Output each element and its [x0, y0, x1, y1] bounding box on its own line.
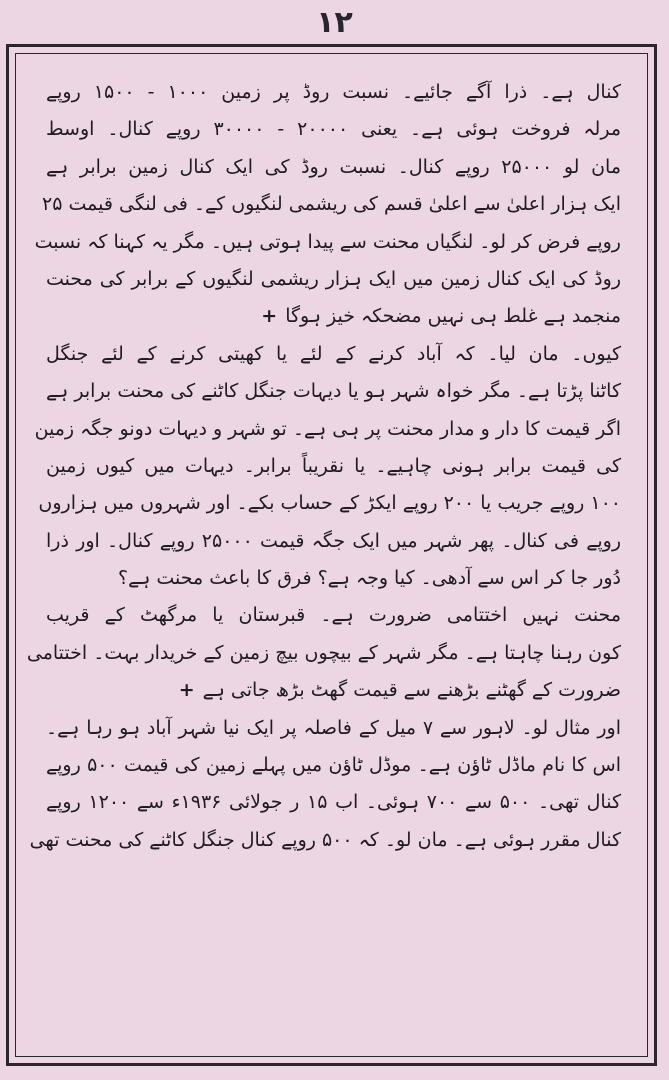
text-line-content: مرلہ فروخت ہوئی ہے۔ یعنی ۲۰۰۰۰ - ۳۰۰۰۰ روپے کنال۔ اوسط [46, 118, 622, 141]
text-line-content: ایک ہزار اعلیٰ سے اعلیٰ قسم کی ریشمی لنگیوں کے۔ فی لنگی قیمت ۲۵ [42, 193, 621, 216]
text-line-content: روپے فرض کر لو۔ لنگیاں محنت سے پیدا ہوتی ہیں۔ مگر یہ کہنا کہ نسبت [34, 230, 621, 253]
page-inner-border [15, 53, 648, 1057]
text-line [46, 784, 621, 821]
text-line [46, 111, 621, 148]
text-line [26, 635, 621, 672]
text-line-content: اور مثال لو۔ لاہور سے ۷ میل کے فاصلہ پر ایک نیا شہر آباد ہو رہا ہے۔ [46, 716, 621, 739]
text-line [29, 822, 621, 859]
text-line-content: روڈ کی ایک کنال زمین میں ایک ہزار ریشمی لنگیوں کے برابر کی محنت [46, 267, 621, 290]
text-line-content: کنال مقرر ہوئی ہے۔ مان لو۔ کہ ۵۰۰ روپے کنال جنگل کاٹنے کی محنت تھی [29, 828, 621, 851]
text-line-content: ضرورت کے گھٹنے بڑھنے سے قیمت گھٹ بڑھ جاتی ہے [202, 679, 621, 702]
text-line-content: کاٹنا پڑتا ہے۔ مگر خواہ شہر ہو یا دیہات جنگل کاٹنے کی محنت برابر ہے [46, 380, 621, 403]
text-line [46, 710, 621, 747]
text-line-content: کنال ہے۔ ذرا آگے جائیے۔ نسبت روڈ پر زمین ۱۰۰۰ - ۱۵۰۰ روپے [46, 81, 622, 103]
text-line-content: اس کا نام ماڈل ٹاؤن ہے۔ موڈل ٹاؤن میں پہلے زمین کی قیمت ۵۰۰ روپے [46, 754, 621, 777]
paragraph-end-mark: + [178, 679, 195, 702]
text-line [46, 597, 621, 634]
text-line [46, 448, 621, 485]
text-line [34, 411, 621, 448]
text-line-content: مان لو ۲۵۰۰۰ روپے کنال۔ نسبت روڈ کی ایک کنال زمین برابر ہے [46, 155, 621, 178]
text-line [46, 672, 621, 709]
text-line-content: منجمد ہے غلط ہی نہیں مضحکہ خیز ہوگا [285, 305, 621, 328]
text-line [46, 747, 621, 784]
page-text [26, 74, 622, 1042]
text-line-content: اگر قیمت کا دار و مدار محنت پر ہی ہے۔ تو شہر و دیہات دونو جگہ زمین [34, 417, 621, 440]
text-line [46, 523, 621, 560]
text-line [38, 485, 621, 522]
text-line-content: کون رہنا چاہتا ہے۔ مگر شہر کے بیچوں بیچ زمین کے خریدار بہت۔ اختتامی [26, 641, 621, 664]
text-line-content: روپے فی کنال۔ پھر شہر میں ایک جگہ قیمت ۲۵۰۰۰ روپے کنال۔ اور ذرا [46, 529, 621, 552]
page-border [6, 44, 657, 1066]
text-line [46, 74, 621, 111]
text-line [46, 261, 621, 298]
text-line-content: دُور جا کر اس سے آدھی۔ کیا وجہ ہے؟ فرق کا باعث محنت ہے؟ [117, 567, 621, 590]
text-line [46, 149, 621, 186]
text-line [46, 298, 621, 335]
text-line [34, 224, 621, 261]
text-line-content: کیوں۔ مان لیا۔ کہ آباد کرنے کے لئے یا کھیتی کرنے کے لئے جنگل [46, 342, 621, 365]
paragraph-end-mark: + [261, 305, 278, 328]
text-line-content: محنت نہیں اختتامی ضرورت ہے۔ قبرستان یا مرگھٹ کے قریب [46, 604, 621, 627]
text-line-content: کی قیمت برابر ہونی چاہیے۔ یا نقریباً برابر۔ دیہات میں کیوں زمین [46, 454, 621, 477]
text-line-content: ۱۰۰ روپے جریب یا ۲۰۰ روپے ایکڑ کے حساب بکے۔ اور شہروں میں ہزاروں [38, 492, 621, 515]
text-line [46, 560, 621, 597]
page-number: ۱۲ [316, 5, 353, 40]
text-line [46, 336, 621, 373]
text-line [42, 186, 621, 223]
text-line-content: کنال تھی۔ ۵۰۰ سے ۷۰۰ ہوئی۔ اب ۱۵ ر جولائی ۱۹۳۶ء سے ۱۲۰۰ روپے [46, 791, 622, 814]
text-line [46, 373, 621, 410]
